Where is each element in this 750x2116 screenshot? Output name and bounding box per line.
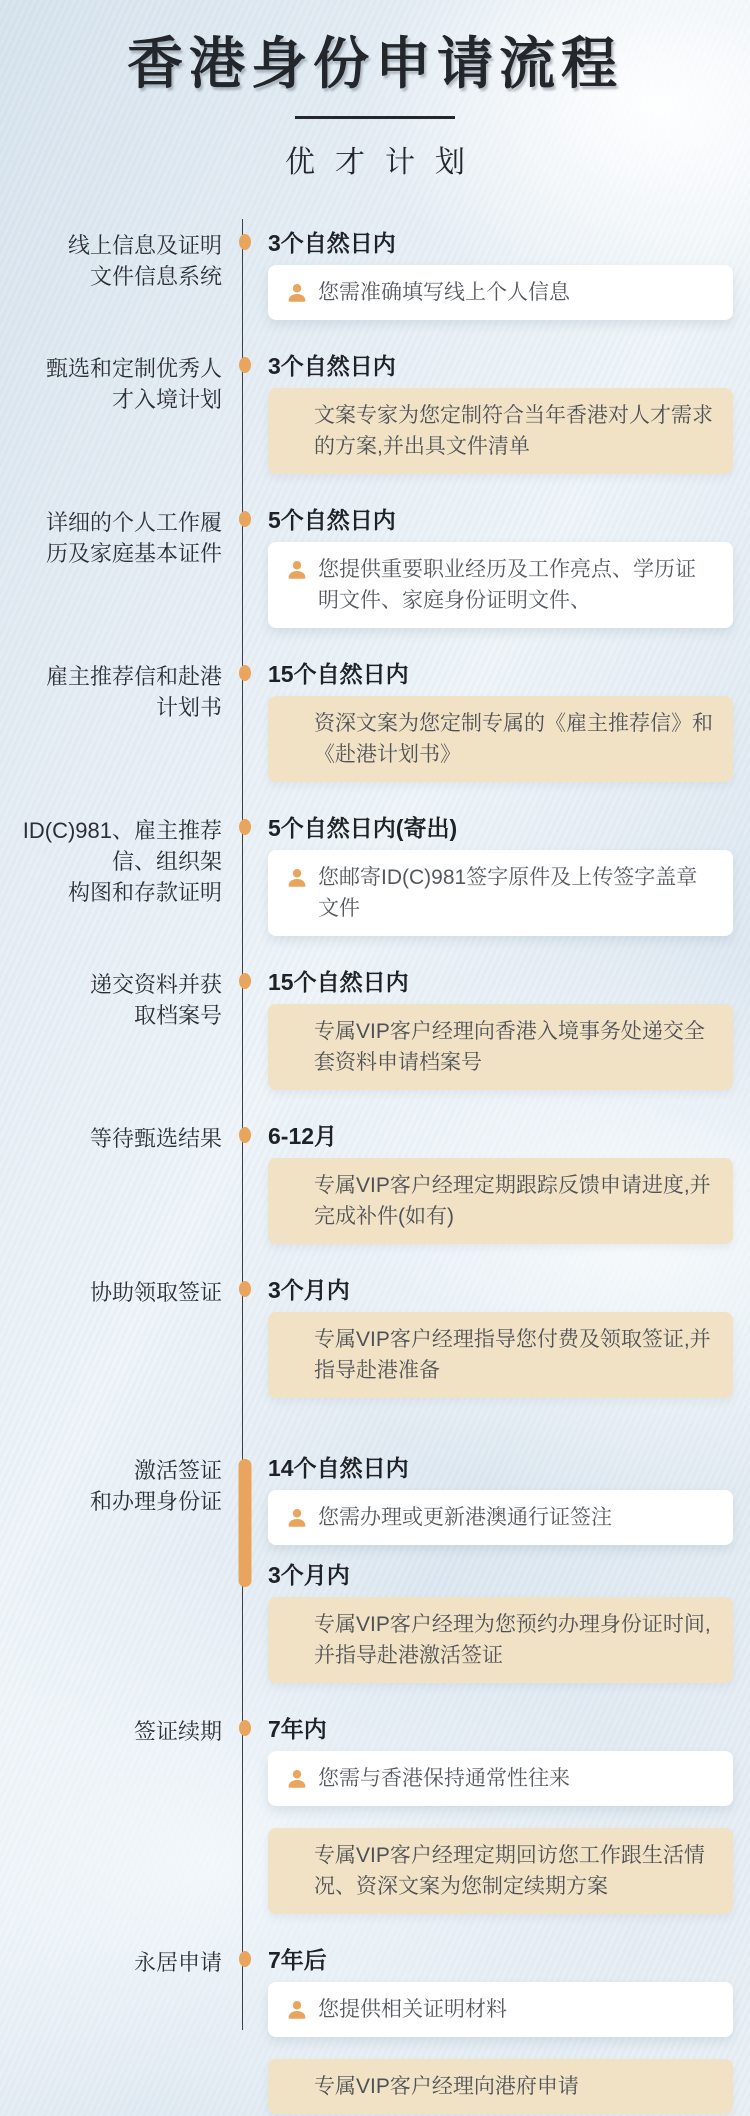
stage-content	[268, 968, 733, 1090]
label-line: 等待甄选结果	[89, 1126, 222, 1151]
timeline-gutter	[222, 352, 268, 474]
title-divider	[295, 116, 455, 119]
person-icon	[286, 282, 308, 304]
note-text: 资深文案为您定制专属的《雇主推荐信》和《赴港计划书》	[314, 712, 713, 766]
stage-content	[268, 660, 733, 782]
note-card-tan	[268, 1312, 733, 1398]
timeline-dot	[239, 819, 251, 835]
note-text: 文案专家为您定制符合当年香港对人才需求的方案,并出具文件清单	[314, 404, 713, 458]
timeline-dot	[239, 1720, 251, 1736]
timeline-gutter	[222, 968, 268, 1090]
note-card-tan	[268, 1597, 733, 1683]
label-line: 雇主推荐信和赴港	[45, 664, 222, 689]
note-card-white	[268, 542, 733, 628]
note-card-white	[268, 265, 733, 320]
timeline-dot	[239, 1951, 251, 1967]
duration-text: 5个自然日内	[268, 507, 396, 533]
person-icon	[286, 1999, 308, 2021]
timeline-gutter	[222, 814, 268, 936]
duration-text: 3个月内	[268, 1562, 350, 1588]
label-line: 激活签证	[133, 1458, 222, 1483]
label-line: 甄选和定制优秀人	[45, 356, 222, 381]
timeline-dot	[239, 234, 251, 250]
stage-row-visa-renewal	[0, 1715, 750, 1914]
note-text: 您需准确填写线上个人信息	[318, 281, 570, 304]
label-line: 才入境计划	[111, 387, 222, 412]
timeline-dot	[239, 1127, 251, 1143]
label-line: ID(C)981、雇主推荐	[22, 818, 222, 843]
note-text: 专属VIP客户经理定期跟踪反馈申请进度,并完成补件(如有)	[314, 1174, 711, 1228]
duration-text: 15个自然日内	[268, 969, 409, 995]
stage-label	[0, 1276, 222, 1398]
person-icon	[286, 559, 308, 581]
timeline-gutter	[222, 1276, 268, 1398]
duration-text: 7年后	[268, 1947, 327, 1973]
person-icon	[286, 1768, 308, 1790]
label-line: 信、组织架	[111, 849, 222, 874]
stage-row-online-info	[0, 229, 750, 320]
label-line: 历及家庭基本证件	[45, 541, 222, 566]
note-card-tan	[268, 1004, 733, 1090]
stage-content	[268, 1946, 733, 2114]
timeline-gutter	[222, 1946, 268, 2114]
timeline-dot	[239, 357, 251, 373]
stage-label	[0, 968, 222, 1090]
note-text: 您提供相关证明材料	[318, 1998, 507, 2021]
label-line: 详细的个人工作履	[45, 510, 222, 535]
person-icon	[286, 1507, 308, 1529]
stage-label	[0, 229, 222, 320]
page-title: 香港身份申请流程	[127, 32, 623, 95]
duration-text: 6-12月	[268, 1123, 338, 1149]
note-text: 专属VIP客户经理定期回访您工作跟生活情况、资深文案为您制定续期方案	[314, 1844, 705, 1898]
duration-text: 15个自然日内	[268, 661, 409, 687]
timeline-gutter	[222, 229, 268, 320]
timeline-gutter	[222, 1715, 268, 1914]
note-card-tan	[268, 1158, 733, 1244]
stage-label	[0, 1715, 222, 1914]
timeline-gutter	[222, 1122, 268, 1244]
label-line: 协助领取签证	[89, 1280, 222, 1305]
stage-content	[268, 1454, 733, 1683]
note-text: 专属VIP客户经理向香港入境事务处递交全套资料申请档案号	[314, 1020, 705, 1074]
timeline-dot	[239, 973, 251, 989]
timeline-gutter	[222, 506, 268, 628]
stage-row-collect-visa	[0, 1276, 750, 1398]
stage-label	[0, 1122, 222, 1244]
note-text: 您需与香港保持通常性往来	[318, 1767, 570, 1790]
stage-row-wait-result	[0, 1122, 750, 1244]
label-line: 递交资料并获	[89, 972, 222, 997]
stage-content	[268, 506, 733, 628]
label-line: 文件信息系统	[89, 264, 222, 289]
label-line: 签证续期	[133, 1719, 222, 1744]
note-text: 专属VIP客户经理指导您付费及领取签证,并指导赴港准备	[314, 1328, 711, 1382]
timeline-gutter	[222, 1454, 268, 1683]
timeline-dot	[239, 665, 251, 681]
note-card-tan	[268, 696, 733, 782]
page-subtitle: 优才计划	[285, 146, 485, 179]
stage-content	[268, 1715, 733, 1914]
duration-text: 3个自然日内	[268, 353, 396, 379]
note-card-tan	[268, 2059, 733, 2114]
note-card-tan	[268, 388, 733, 474]
label-line: 构图和存款证明	[67, 880, 222, 905]
note-text: 您邮寄ID(C)981签字原件及上传签字盖章文件	[318, 866, 698, 920]
note-text: 专属VIP客户经理为您预约办理身份证时间,并指导赴港激活签证	[314, 1613, 711, 1667]
timeline-bar	[239, 1459, 252, 1587]
person-icon	[286, 867, 308, 889]
timeline	[0, 229, 750, 2114]
stage-content	[268, 814, 733, 936]
duration-text: 3个月内	[268, 1277, 350, 1303]
stage-row-id981-documents	[0, 814, 750, 936]
note-card-white	[268, 1751, 733, 1806]
duration-text: 7年内	[268, 1716, 327, 1742]
stage-row-work-history	[0, 506, 750, 628]
note-card-white	[268, 1490, 733, 1545]
duration-text: 3个自然日内	[268, 230, 396, 256]
stage-row-activate-visa	[0, 1454, 750, 1683]
stage-content	[268, 1122, 733, 1244]
duration-text: 14个自然日内	[268, 1455, 409, 1481]
stage-row-selection-plan	[0, 352, 750, 474]
stage-row-permanent-residence	[0, 1946, 750, 2114]
stage-label	[0, 506, 222, 628]
label-line: 和办理身份证	[89, 1489, 222, 1514]
note-card-white	[268, 850, 733, 936]
label-line: 永居申请	[133, 1950, 222, 1975]
stage-row-submit-materials	[0, 968, 750, 1090]
note-text: 您提供重要职业经历及工作亮点、学历证明文件、家庭身份证明文件、	[318, 558, 696, 612]
stage-label	[0, 660, 222, 782]
stage-label	[0, 1454, 222, 1683]
duration-text: 5个自然日内(寄出)	[268, 815, 458, 841]
label-line: 线上信息及证明	[67, 233, 222, 258]
stage-label	[0, 1946, 222, 2114]
stage-content	[268, 352, 733, 474]
label-line: 取档案号	[133, 1003, 222, 1028]
timeline-dot	[239, 1281, 251, 1297]
stage-content	[268, 1276, 733, 1398]
note-text: 您需办理或更新港澳通行证签注	[318, 1506, 612, 1529]
note-card-tan	[268, 1828, 733, 1914]
label-line: 计划书	[155, 695, 222, 720]
header	[0, 0, 750, 181]
note-text: 专属VIP客户经理向港府申请	[314, 2075, 579, 2098]
stage-row-recommendation-letter	[0, 660, 750, 782]
note-card-white	[268, 1982, 733, 2037]
stage-label	[0, 814, 222, 936]
timeline-dot	[239, 511, 251, 527]
stage-content	[268, 229, 733, 320]
stage-label	[0, 352, 222, 474]
timeline-gutter	[222, 660, 268, 782]
